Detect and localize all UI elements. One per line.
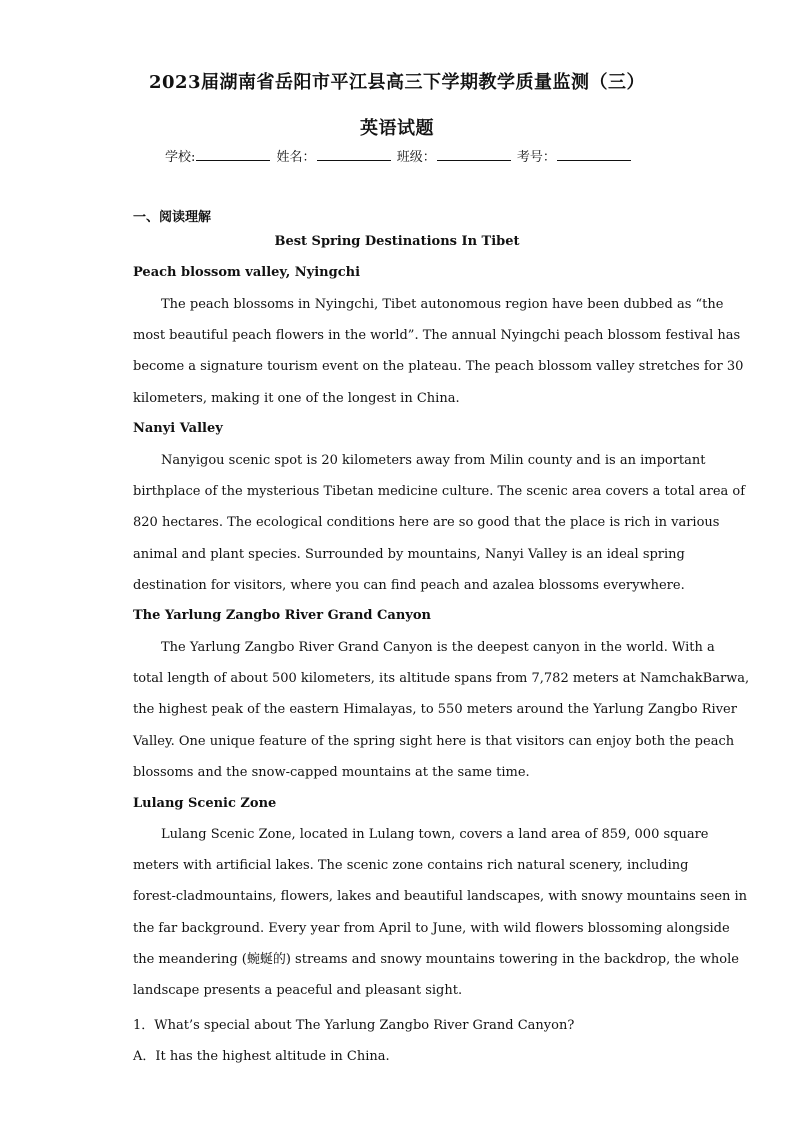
class-blank[interactable] [437, 147, 511, 161]
paragraph-line: the far background. Every year from April to June, with wild flowers blossoming alongside [133, 920, 730, 936]
class-label: 班级： [396, 150, 436, 165]
paragraph-line: become a signature tourism event on the plateau. The peach blossom valley stretches for 30 [133, 359, 744, 375]
paragraph-lulang-scenic-zone [133, 819, 748, 1006]
section-heading: 一、阅读理解 [133, 210, 212, 225]
paragraph-yarlung-zangbo [133, 632, 750, 788]
question-1: 1．What’s special about The Yarlung Zangbo River Grand Canyon? [133, 1018, 575, 1033]
paragraph-line: blossoms and the snow-capped mountains at the same time. [133, 764, 530, 780]
paragraph-line: Lulang Scenic Zone, located in Lulang town, covers a land area of 859, 000 square [161, 827, 709, 842]
paragraph-peach-blossom-valley [133, 289, 744, 414]
paragraph-line: Valley. One unique feature of the spring sight here is that visitors can enjoy both the peach [133, 733, 735, 749]
school-blank[interactable] [196, 147, 270, 161]
paragraph-nanyi-valley [133, 445, 746, 601]
paragraph-line: kilometers, making it one of the longest in China. [133, 390, 460, 406]
name-blank[interactable] [317, 147, 391, 161]
option-a[interactable]: A．It has the highest altitude in China. [133, 1049, 390, 1064]
subheading-yarlung-zangbo: The Yarlung Zangbo River Grand Canyon [133, 608, 431, 623]
student-info-row [165, 146, 633, 165]
paragraph-line: the highest peak of the eastern Himalayas, to 550 meters around the Yarlung Zangbo River [133, 702, 737, 718]
paragraph-line: The peach blossoms in Nyingchi, Tibet autonomous region have been dubbed as “the [161, 297, 724, 312]
paragraph-line: destination for visitors, where you can find peach and azalea blossoms everywhere. [133, 577, 685, 593]
paragraph-line: Nanyigou scenic spot is 20 kilometers away from Milin county and is an important [161, 453, 706, 468]
school-label: 学校: [165, 150, 196, 165]
paragraph-line: total length of about 500 kilometers, its altitude spans from 7,782 meters at NamchakBarwa, [133, 671, 750, 687]
paragraph-line: meters with artificial lakes. The scenic zone contains rich natural scenery, including [133, 858, 689, 874]
subheading-lulang-scenic-zone: Lulang Scenic Zone [133, 796, 277, 811]
exam-subject: 英语试题 [360, 118, 434, 139]
exam-number-blank[interactable] [557, 147, 631, 161]
paragraph-line: landscape presents a peaceful and pleasant sight. [133, 982, 463, 998]
name-label: 姓名： [276, 150, 316, 165]
paragraph-line: 820 hectares. The ecological conditions here are so good that the place is rich in various [133, 515, 720, 531]
paragraph-line: animal and plant species. Surrounded by mountains, Nanyi Valley is an ideal spring [133, 546, 685, 562]
subheading-nanyi-valley: Nanyi Valley [133, 421, 223, 436]
paragraph-line: The Yarlung Zangbo River Grand Canyon is the deepest canyon in the world. With a [161, 640, 715, 655]
paragraph-line: forest-cladmountains, flowers, lakes and beautiful landscapes, with snowy mountains seen in [133, 889, 748, 905]
paragraph-line: the meandering (蜿蜒的) streams and snowy mountains towering in the backdrop, the whole [133, 951, 739, 967]
exam-title: 2023届湖南省岳阳市平江县高三下学期教学质量监测（三） [148, 72, 646, 93]
subheading-peach-blossom-valley: Peach blossom valley, Nyingchi [133, 265, 361, 280]
article-title: Best Spring Destinations In Tibet [274, 234, 520, 249]
paragraph-line: most beautiful peach flowers in the world”. The annual Nyingchi peach blossom festival has [133, 328, 741, 344]
exam-number-label: 考号： [516, 150, 556, 165]
paragraph-line: birthplace of the mysterious Tibetan medicine culture. The scenic area covers a total area of [133, 484, 746, 500]
